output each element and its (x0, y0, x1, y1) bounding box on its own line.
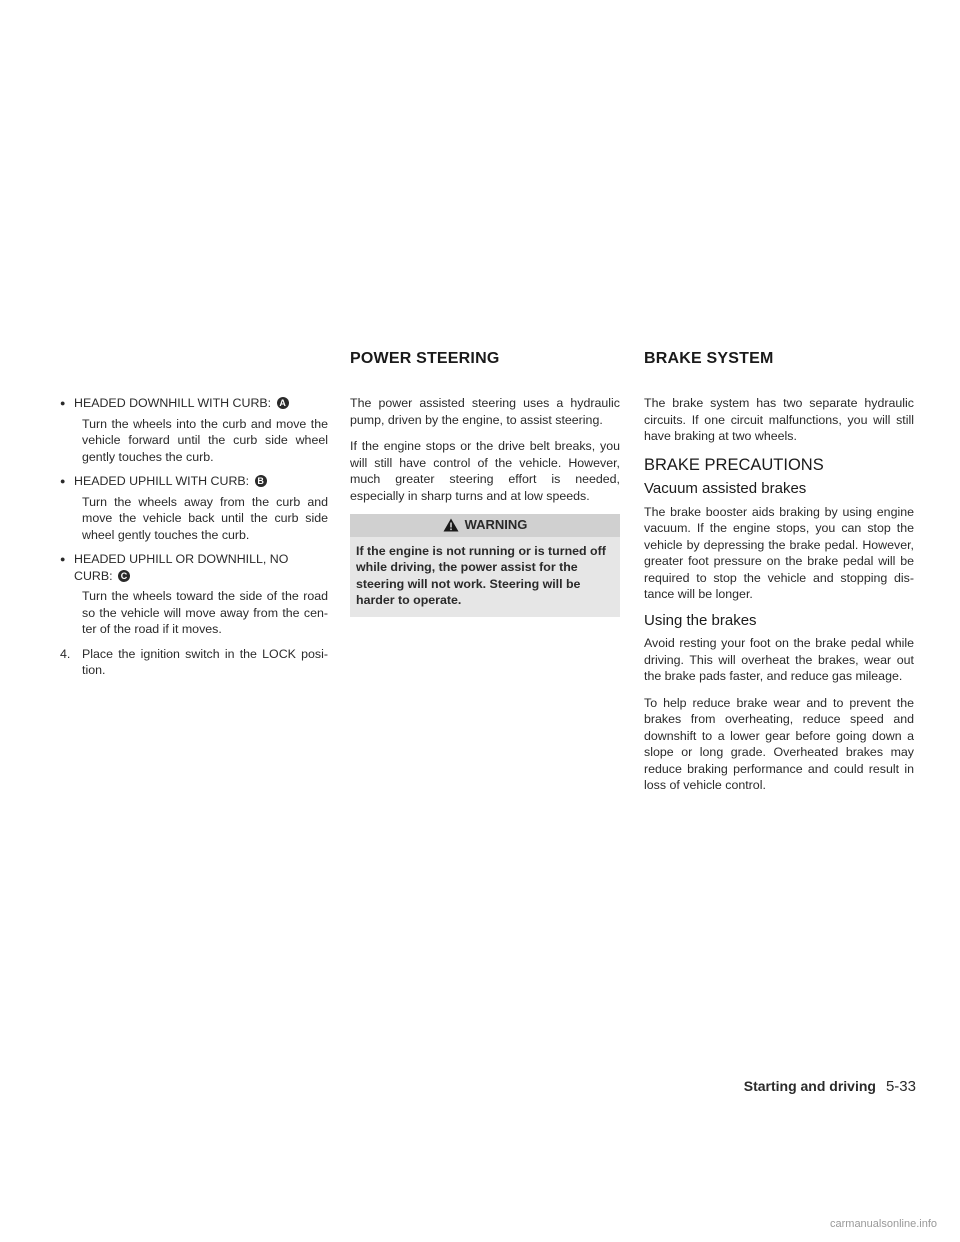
page-footer (744, 1078, 916, 1095)
bullet-text: HEADED UPHILL OR DOWNHILL, NO CURB: (74, 552, 289, 583)
downhill-instruction: Turn the wheels into the curb and move the vehicle forward until the curb side wheel gently touches the curb. (82, 416, 328, 464)
using-brakes-heading: Using the brakes (644, 611, 757, 629)
watermark: carmanualsonline.info (830, 1218, 938, 1230)
brake-system-heading: BRAKE SYSTEM (644, 350, 774, 367)
column-brake-system (644, 395, 914, 804)
steering-paragraph-1: The power assisted steering uses a hydraulic pump, driven by the engine, to assist steering. (350, 396, 620, 427)
column-power-steering (350, 395, 620, 617)
step-number: 4. (60, 646, 71, 661)
brake-paragraph-1: The brake system has two separate hydraulic circuits. If one circuit malfunctions, you will still have braking at two wheels. (644, 396, 914, 443)
bullet-text: HEADED DOWNHILL WITH CURB: (74, 396, 272, 410)
footer-section-title: Starting and driving (743, 1078, 876, 1094)
brake-precautions-heading: BRAKE PRECAUTIONS (644, 455, 824, 474)
brake-paragraph-3: Avoid resting your foot on the brake pedal while driving. This will overheat the brakes, wear out the brake pads faster, and reduce gas mileage. (644, 636, 914, 683)
warning-box (350, 514, 620, 617)
warning-title: WARNING (464, 517, 528, 532)
no-curb-instruction: Turn the wheels toward the side of the road so the vehicle will move away from the cen- ter of the road if it moves. (82, 589, 328, 636)
brake-paragraph-2: The brake booster aids braking by using engine vacuum. If the engine stops, you can stop the vehicle by depressing the brake pedal. However, greater foot pressure on the brake pedal will be required to stop the vehicle and stopping dis- tance will be longer. (644, 504, 914, 601)
marker-a: A (277, 397, 289, 409)
power-steering-heading: POWER STEERING (350, 350, 500, 367)
step-text: Place the ignition switch in the LOCK posi- tion. (82, 646, 328, 677)
warning-header (350, 514, 620, 537)
column-parking (60, 395, 328, 679)
bullet-uphill-curb (60, 473, 328, 490)
brake-paragraph-4: To help reduce brake wear and to prevent the brakes from overheating, reduce speed and downshift to a lower gear before going down a slope or long grade. Overheated brakes may reduce braking performance and could result in loss of vehicle control. (644, 695, 914, 792)
warning-text: If the engine is not running or is turned off while driving, the power assist for the steering will not work. Steering will be harder to operate. (356, 543, 606, 607)
marker-c: C (118, 570, 130, 582)
bullet-no-curb (60, 551, 328, 584)
vacuum-brakes-heading: Vacuum assisted brakes (644, 480, 807, 497)
bullet-downhill-curb (60, 395, 328, 412)
steering-paragraph-2: If the engine stops or the drive belt breaks, you will still have control of the vehicle. However, much greater steering effort is needed, especially in sharp turns and at low speeds. (350, 439, 620, 503)
uphill-instruction: Turn the wheels away from the curb and move the vehicle back until the curb side wheel gently touches the curb. (82, 494, 328, 542)
bullet-text: HEADED UPHILL WITH CURB: (74, 474, 250, 488)
step-4 (60, 646, 328, 679)
marker-b: B (255, 475, 267, 487)
warning-icon (443, 518, 459, 532)
page-number: 5-33 (885, 1078, 916, 1095)
